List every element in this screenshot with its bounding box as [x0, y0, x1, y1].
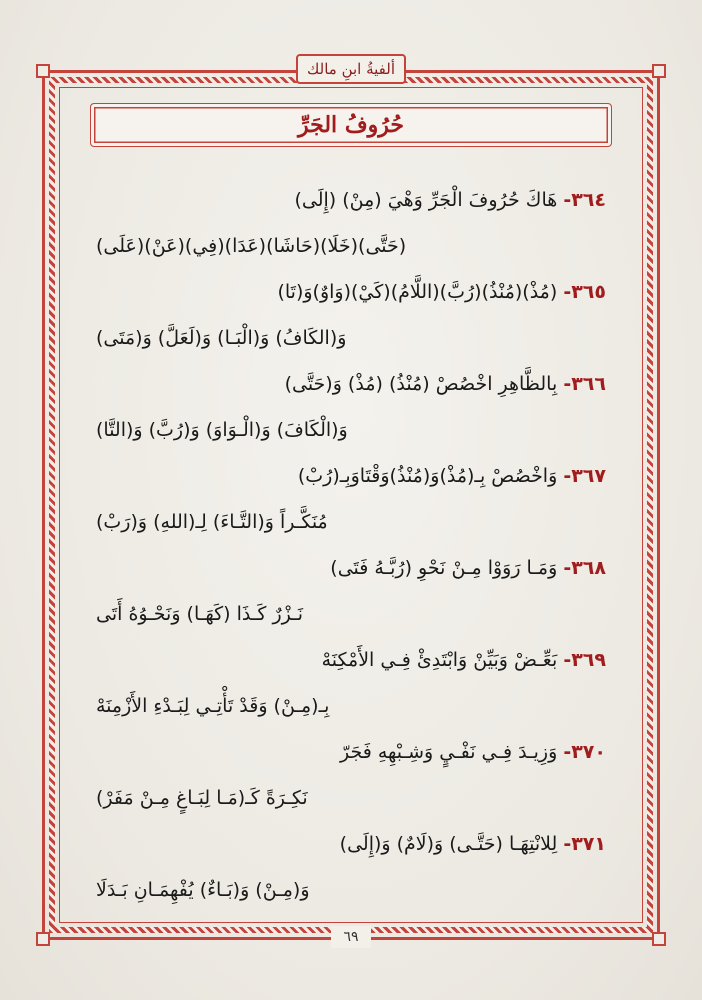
verse-text: وَ(مِـنْ) وَ(بَـاءٌ) يُفْهِمَـانِ بَـدَلَا: [96, 879, 310, 901]
verse-number: ٣٦٨: [571, 557, 606, 579]
verse-text: (مُذْ)(مُنْذُ)(رُبَّ)(اللَّامُ)(كَيْ)(وَاوٌ)وَ(تَا): [277, 281, 558, 303]
chapter-title: حُرُوفُ الجَرِّ: [298, 112, 404, 138]
corner-ornament-icon: [652, 932, 666, 946]
verse-second-hemistich: [96, 870, 606, 910]
verse-text: وَاخْصُصْ بِـ(مُذْ)وَ(مُنْذُ)وَقْتَاوَبِـ(رُبْ): [297, 465, 558, 487]
verse-first-hemistich: ٣٦٧- وَاخْصُصْ بِـ(مُذْ)وَ(مُنْذُ)وَقْتَاوَبِـ(رُبْ): [297, 465, 606, 487]
verse-first-hemistich: ٣٦٨- وَمَـا رَوَوْا مِـنْ نَحْوِ (رُبَّـهُ فَتَى): [330, 557, 606, 579]
verse-number: ٣٦٩: [571, 649, 606, 671]
verse-second-hemistich: [96, 594, 606, 634]
verse-first-hemistich: ٣٦٩- بَعِّـضْ وَبَيِّنْ وَابْتَدِئْ فِـي الأَمْكِنَهْ: [321, 649, 606, 671]
verse-second-hemistich: [96, 318, 606, 358]
verse-text: وَزِيـدَ فِـي نَفْـيٍ وَشِـبْهِهِ فَجَرّ: [339, 741, 558, 763]
verse-number: ٣٦٥: [571, 281, 606, 303]
corner-ornament-icon: [652, 64, 666, 78]
verse-second-hemistich: [96, 502, 606, 542]
verse-second-hemistich: [96, 778, 606, 818]
verse-text: وَ(الكَافُ) وَ(الْبَـا) وَ(لَعَلَّ) وَ(مَتَى): [96, 327, 347, 349]
verse-text: هَاكَ حُرُوفَ الْجَرِّ وَهْيَ (مِنْ) (إِلَى): [294, 189, 558, 211]
verse-first-hemistich: ٣٦٤- هَاكَ حُرُوفَ الْجَرِّ وَهْيَ (مِنْ) (إِلَى): [294, 189, 606, 211]
verse-second-hemistich: [96, 686, 606, 726]
verse-text: بِالظَّاهِرِ اخْصُصْ (مُنْذُ) (مُذْ) وَ(حَتَّى): [284, 373, 558, 395]
corner-ornament-icon: [36, 932, 50, 946]
verse-text: نَـزْرٌ كَـذَا (كَهَـا) وَنَحْـوُهُ أَتَى: [96, 603, 303, 625]
book-title-cartouche: [296, 54, 406, 84]
verse-number: ٣٧١: [571, 833, 606, 855]
verse-number: ٣٦٧: [571, 465, 606, 487]
verse-text: (حَتَّى)(خَلَا)(حَاشَا)(عَدَا)(فِي)(عَنْ)(عَلَى): [96, 235, 407, 257]
verse-first-hemistich: ٣٧١- لِلانْتِهَـا (حَتَّـى) وَ(لَامٌ) وَ(إِلَى): [339, 833, 606, 855]
verse-second-hemistich: [96, 226, 606, 266]
verse-text: بَعِّـضْ وَبَيِّنْ وَابْتَدِئْ فِـي الأَمْكِنَهْ: [321, 649, 558, 671]
verse-text: نَكِـرَةً كَـ(مَـا لِبَـاغٍ مِـنْ مَفَرْ): [96, 787, 308, 809]
verse-text: لِلانْتِهَـا (حَتَّـى) وَ(لَامٌ) وَ(إِلَى): [339, 833, 558, 855]
verse-first-hemistich: ٣٦٦- بِالظَّاهِرِ اخْصُصْ (مُنْذُ) (مُذْ) وَ(حَتَّى): [284, 373, 606, 395]
verse-text: بِـ(مِـنْ) وَقَدْ تَأْتِـي لِبَـدْءِ الأَزْمِنَهْ: [96, 695, 330, 717]
verse-text: وَمَـا رَوَوْا مِـنْ نَحْوِ (رُبَّـهُ فَتَى): [330, 557, 558, 579]
verse-first-hemistich: ٣٧٠- وَزِيـدَ فِـي نَفْـيٍ وَشِـبْهِهِ فَجَرّ: [339, 741, 606, 763]
verse-second-hemistich: [96, 410, 606, 450]
page-number: ٦٩: [343, 929, 359, 945]
corner-ornament-icon: [36, 64, 50, 78]
chapter-banner: [90, 103, 612, 147]
verse-number: ٣٦٤: [571, 189, 606, 211]
verse-number: ٣٦٦: [571, 373, 606, 395]
page-number-box: [331, 926, 371, 948]
book-title: ألفيةُ ابنِ مالك: [306, 60, 395, 78]
verse-text: مُنَكَّـراً وَ(التَّـاءَ) لِـ(اللهِ) وَ(رَبْ): [96, 511, 328, 533]
verse-first-hemistich: ٣٦٥- (مُذْ)(مُنْذُ)(رُبَّ)(اللَّامُ)(كَيْ)(وَاوٌ)وَ(تَا): [277, 281, 606, 303]
verse-number: ٣٧٠: [571, 741, 606, 763]
verse-text: وَ(الْكَافَ) وَ(الْـوَاوَ) وَ(رُبَّ) وَ(التَّا): [96, 419, 348, 441]
